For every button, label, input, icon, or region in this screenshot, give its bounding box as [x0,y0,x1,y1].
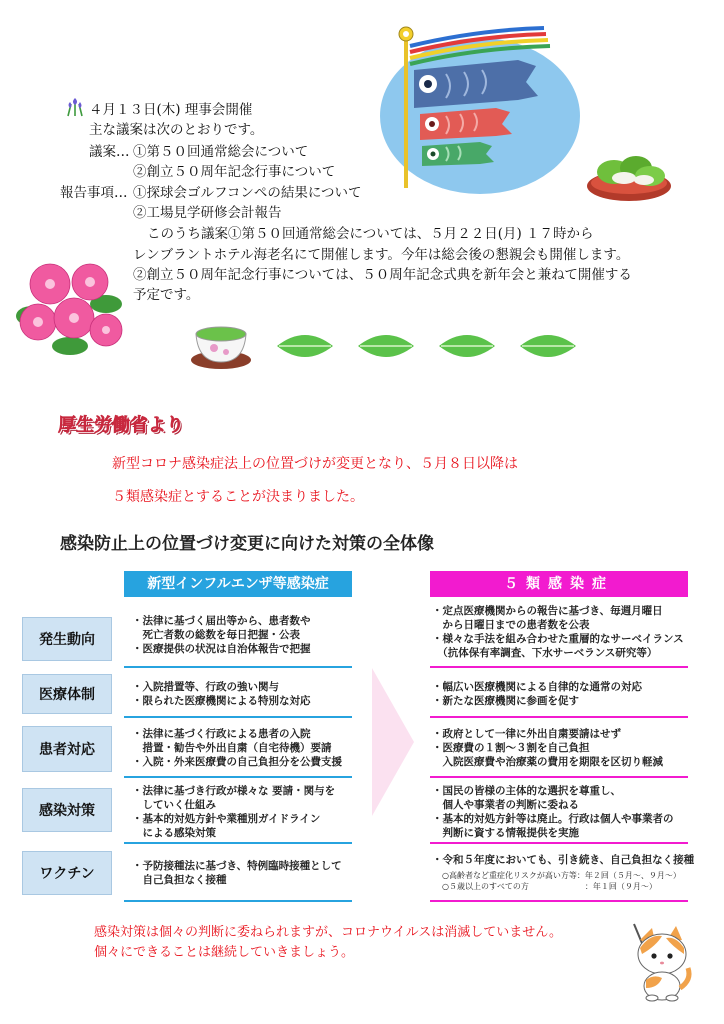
iris-flower-icon [64,96,86,118]
row-label-infection-control: 感染対策 [22,788,112,832]
agenda-item-1: ①第５０回通常総会について [133,144,309,160]
announcement-line-1: 新型コロナ感染症法上の位置づけが変更となり、５月８日以降は [112,456,518,472]
row-divider [430,776,688,778]
vaccine-old-text: ・予防接種法に基づき、特例臨時接種として 自己負担なく接種 [132,860,342,886]
row-divider [124,900,352,902]
footer-line-1: 感染対策は個々の判断に委ねられますが、コロナウイルスは消滅していません。 [94,925,563,940]
row-label-medical: 医療体制 [22,674,112,714]
old-category-header: 新型インフルエンザ等感染症 [124,571,352,597]
medical-old-text: ・入院措置等、行政の強い関与 ・限られた医療機関による特別な対応 [132,681,311,707]
footer-line-2: 個々にできることは継続していきましょう。 [94,945,355,960]
leaf-icon [518,330,578,366]
row-label-vaccine: ワクチン [22,851,112,895]
kashiwa-mochi-illustration [586,148,672,204]
row-divider [124,842,352,844]
agenda-item-2: ②創立５０周年記念行事について [133,164,336,180]
agenda-label: 議案… [89,144,130,160]
new-category-header: ５類感染症 [430,571,688,597]
patient-old-text: ・法律に基づく行政による患者の入院 措置・勧告や外出自粛（自宅待機）要請 ・入院・外来医療費の自己負担分を公費支援 [132,728,342,768]
announcement-line-2: ５類感染症とすることが決まりました。 [112,489,364,505]
report-item-1: ①探球会ゴルフコンペの結果について [133,185,362,201]
trend-new-text: ・定点医療機関からの報告に基づき、毎週月曜日 から日曜日までの患者数を公表 ・様々な手法を組み合わせた重層的なサーベイランス （抗体保有率調査、下水サーベランス研究等） [432,605,684,659]
infection-new-text: ・国民の皆様の主体的な選択を尊重し、 個人や事業者の判断に委ねる ・基本的対処方針等は廃止。行政は個人や事業者の 判断に資する情報提供を実施 [432,785,674,839]
medical-new-text: ・幅広い医療機関による自律的な通常の対応 ・新たな医療機関に参画を促す [432,681,642,707]
patient-new-text: ・政府として一律に外出自粛要請はせず ・医療費の１割〜３割を自己負担 入院医療費や治療薬の費用を期限を区切り軽減 [432,728,663,768]
detail-line-2: レンブラントホテル海老名にて開催します。今年は総会後の懇親会も開催します。 [133,247,630,263]
row-divider [430,842,688,844]
leaf-icon [356,330,416,366]
row-divider [430,900,688,902]
cat-mascot-illustration [618,918,696,1002]
row-divider [430,666,688,668]
vaccine-note-2: ○５歳以上のすべての方 ：年１回（９月〜） [442,882,657,891]
green-tea-cup-illustration [188,320,254,370]
agenda-intro: 主な議案は次のとおりです。 [89,122,264,138]
row-divider [124,666,352,668]
infection-old-text: ・法律に基づき行政が様々な 要請・関与を していく仕組み ・基本的対処方針や業種別ガイドライン による感染対策 [132,785,336,839]
meeting-date-line: ４月１３日(木) 理事会開催 [89,102,253,118]
comparison-heading: 感染防止上の位置づけ変更に向けた対策の全体像 [60,534,434,554]
row-divider [124,776,352,778]
koinobori-illustration [376,18,586,198]
detail-line-4: 予定です。 [133,287,200,303]
report-label: 報告事項… [60,185,128,201]
trend-old-text: ・法律に基づく届出等から、患者数や 死亡者数の総数を毎日把握・公表 ・医療提供の状況は自治体報告で把握 [132,615,311,655]
vaccine-note-1: ○高齢者など重症化リスクが高い方等：年２回（５月〜、９月〜） [442,871,681,880]
leaf-icon [437,330,497,366]
report-item-2: ②工場見学研修会計報告 [133,205,282,221]
azalea-flowers-illustration [10,256,128,360]
row-label-patient: 患者対応 [22,726,112,772]
detail-line-1: このうち議案①第５０回通常総会については、５月２２日(月) １７時から [147,226,594,242]
leaf-icon [275,330,335,366]
row-divider [430,716,688,718]
row-divider [124,716,352,718]
detail-line-3: ②創立５０周年記念行事については、５０周年記念式典を新年会と兼ねて開催する [133,267,632,283]
vaccine-new-text: ・令和５年度においても、引き続き、自己負担なく接種 [432,854,695,866]
transition-arrow [372,668,414,816]
ministry-label: 厚生労働省より [58,415,184,436]
row-label-trend: 発生動向 [22,617,112,661]
